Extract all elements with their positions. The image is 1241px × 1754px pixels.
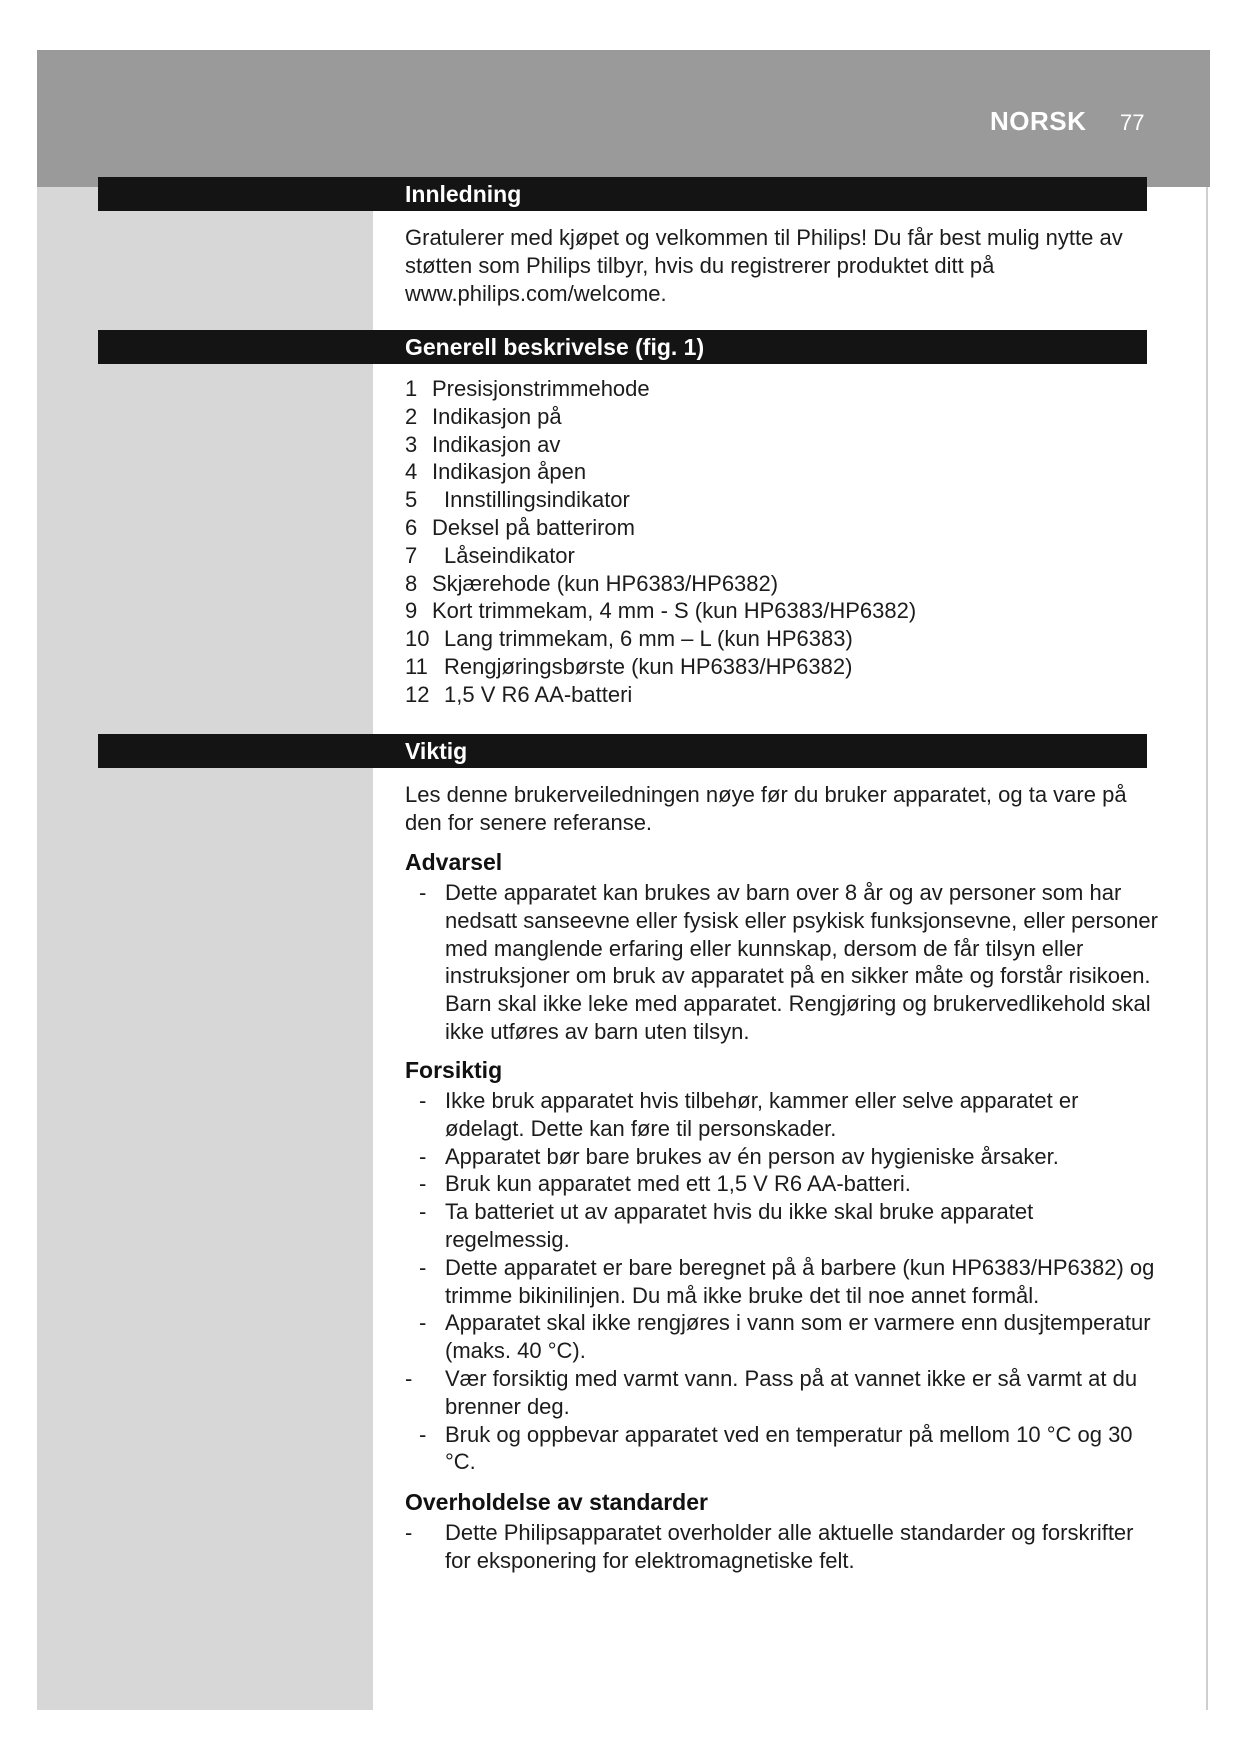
subheading-standarder: Overholdelse av standarder [405,1489,708,1515]
section-title-viktig: Viktig [405,738,468,764]
item-text: Vær forsiktig med varmt vann. Pass på at vannet ikke er så varmt at du brenner deg. [445,1365,1138,1419]
list-item [405,431,1160,459]
right-edge-line [1206,187,1208,1710]
item-text: Indikasjon på [432,403,562,429]
section-body-beskrivelse [405,375,1160,709]
item-text: Kort trimmekam, 4 mm - S (kun HP6383/HP6382) [432,598,917,624]
list-item [405,1143,1160,1171]
list-item [405,1519,1160,1575]
dash-marker: - [405,1365,413,1391]
list-item [405,1365,1160,1421]
item-text: Bruk og oppbevar apparatet ved en temperatur på mellom 10 °C og 30 °C. [445,1421,1133,1475]
subheading-advarsel: Advarsel [405,849,503,875]
item-number: 9 [405,598,418,624]
item-number: 12 [405,681,430,707]
item-text: 1,5 V R6 AA-batteri [444,681,633,707]
section-bar-viktig [98,734,1147,768]
item-number: 2 [405,403,418,429]
dash-marker: - [419,1199,427,1225]
item-text: Skjærehode (kun HP6383/HP6382) [432,570,779,596]
list-item [405,514,1160,542]
dash-marker: - [419,1421,427,1447]
dash-marker: - [419,1254,427,1280]
section-title-innledning: Innledning [405,181,522,207]
item-number: 1 [405,376,418,401]
left-margin-column [37,187,373,1710]
item-text: Innstillingsindikator [444,487,630,513]
list-item [405,879,1160,1046]
dash-marker: - [419,880,427,905]
viktig-intro-paragraph: Les denne brukerveiledningen nøye før du bruker apparatet, og ta vare på den for senere referanse. [405,782,1127,835]
item-text: Låseindikator [444,542,575,568]
item-text: Indikasjon åpen [432,459,587,485]
item-text: Deksel på batterirom [432,514,635,540]
item-text: Dette apparatet kan brukes av barn over 8 år og av personer som har nedsatt sanseevne eller fysisk eller psykisk funksjonsevne, eller personer med manglende erfaring eller kunnskap, dersom de får tilsyn eller instruksjoner om bruk av apparatet på en sikker måte og forstår risikoen. Barn skal ikke leke med apparatet. Rengjøring og brukervedlikehold skal ikke utføres av barn uten tilsyn. [445,880,1158,1044]
item-number: 3 [405,431,418,457]
dash-marker: - [405,1520,413,1545]
dash-marker: - [419,1088,427,1113]
item-text: Apparatet bør bare brukes av én person av hygieniske årsaker. [445,1143,1059,1169]
item-text: Indikasjon av [432,431,561,457]
list-item [405,1087,1160,1143]
list-item [405,1198,1160,1254]
item-number: 10 [405,626,430,652]
header-language: NORSK [990,106,1087,136]
item-text: Lang trimmekam, 6 mm – L (kun HP6383) [444,626,853,652]
dash-marker: - [419,1310,427,1336]
item-text: Rengjøringsbørste (kun HP6383/HP6382) [444,653,853,679]
list-item [405,458,1160,486]
item-number: 4 [405,459,418,485]
section-title-beskrivelse: Generell beskrivelse (fig. 1) [405,334,705,360]
item-number: 5 [405,487,418,513]
dash-marker: - [419,1143,427,1169]
section-bar-innledning [98,177,1147,211]
list-item [405,681,1160,709]
item-number: 7 [405,542,418,568]
list-item [405,486,1160,514]
list-item [405,375,1160,403]
item-text: Dette Philipsapparatet overholder alle aktuelle standarder og forskrifter for eksponering for elektromagnetiske felt. [445,1520,1134,1573]
list-item [405,653,1160,681]
list-item [405,625,1160,653]
list-item [405,403,1160,431]
item-text: Ta batteriet ut av apparatet hvis du ikke skal bruke apparatet regelmessig. [445,1199,1034,1252]
intro-paragraph: Gratulerer med kjøpet og velkommen til Philips! Du får best mulig nytte av støtten som Philips tilbyr, hvis du registrerer produktet ditt på www.philips.com/welcome. [405,225,1123,306]
list-item [405,1254,1160,1310]
standarder-list [405,1519,1160,1575]
viktig-intro [405,781,1160,837]
forsiktig-list-block [405,1087,1160,1476]
item-text: Presisjonstrimmehode [432,376,650,401]
list-item [405,542,1160,570]
list-item [405,1421,1160,1477]
item-number: 11 [405,653,428,679]
item-number: 8 [405,570,418,596]
item-number: 6 [405,514,418,540]
advarsel-list [405,879,1160,1046]
list-item [405,570,1160,598]
forsiktig-list [405,1087,1160,1476]
standarder-list-block [405,1519,1160,1575]
page-number: 77 [1120,110,1145,135]
dash-marker: - [419,1171,427,1197]
advarsel-list-block [405,879,1160,1046]
item-text: Dette apparatet er bare beregnet på å barbere (kun HP6383/HP6382) og trimme bikinilinjen. Du må ikke bruke det til noe annet formål. [445,1254,1155,1308]
parts-list [405,375,1160,709]
item-text: Bruk kun apparatet med ett 1,5 V R6 AA-batteri. [445,1171,911,1197]
list-item [405,1309,1160,1365]
list-item [405,1170,1160,1198]
item-text: Ikke bruk apparatet hvis tilbehør, kammer eller selve apparatet er ødelagt. Dette kan føre til personskader. [445,1088,1079,1141]
section-body-innledning [405,224,1160,307]
subheading-forsiktig: Forsiktig [405,1057,503,1083]
item-text: Apparatet skal ikke rengjøres i vann som er varmere enn dusjtemperatur (maks. 40 °C). [445,1310,1151,1364]
list-item [405,597,1160,625]
